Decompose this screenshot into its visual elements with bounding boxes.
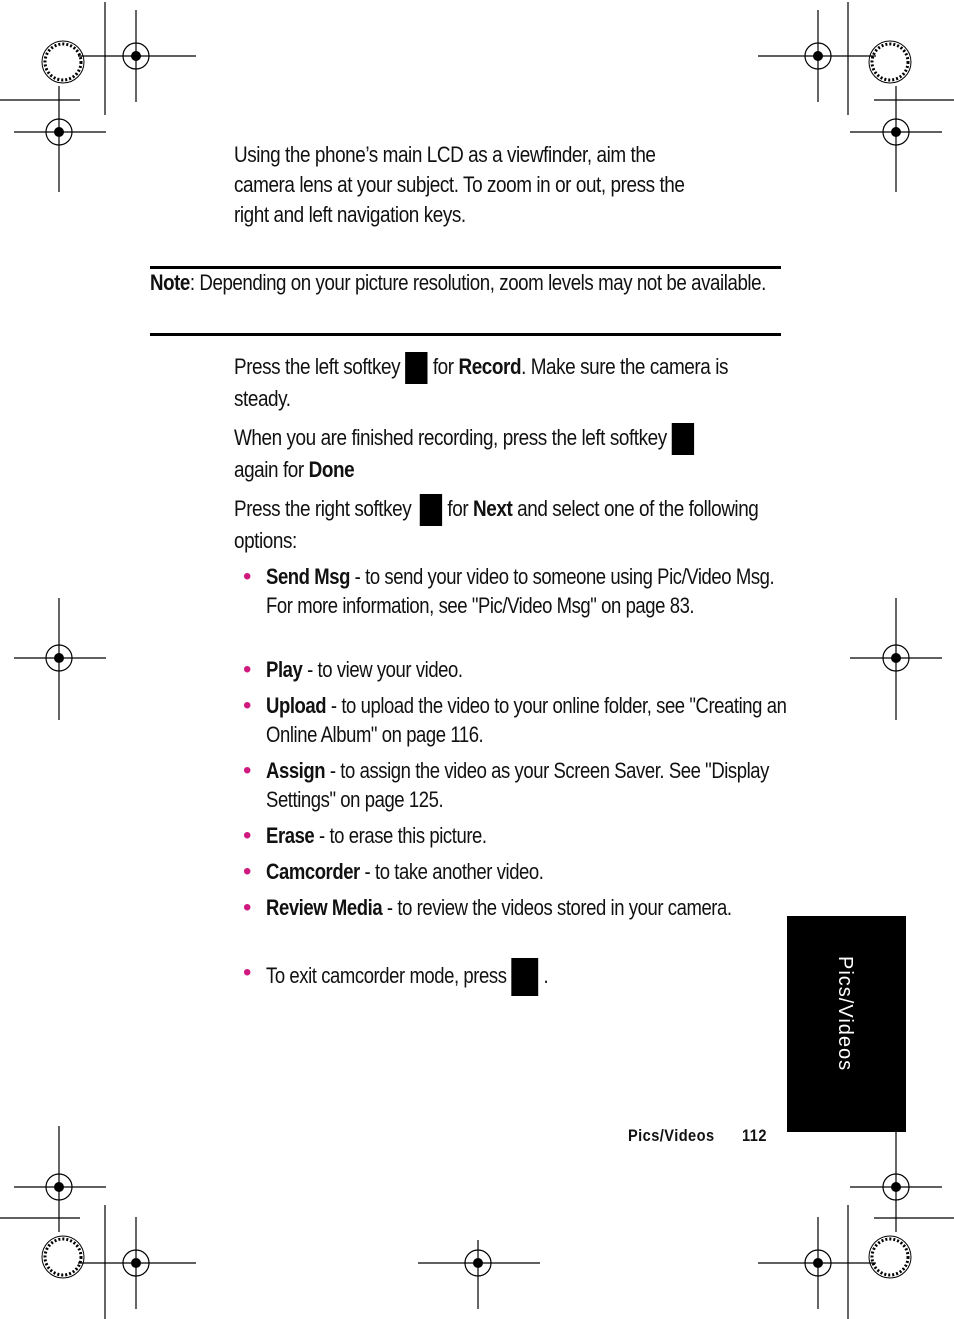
option-text: - to take another video. [359, 859, 544, 884]
step-done-again: again for [234, 457, 304, 483]
left-softkey-icon [672, 423, 694, 455]
options-list [240, 562, 880, 998]
step-record-bold: Record [458, 354, 522, 379]
right-softkey-icon [420, 494, 442, 526]
bullet-icon: • [243, 656, 251, 683]
option-text: - to send your video to someone using Pic/Video Msg. For more information, see "Pic/Video Msg" on page 83. [266, 564, 775, 618]
option-label: Erase [266, 823, 315, 848]
list-item [240, 857, 880, 893]
list-item [240, 893, 880, 958]
exit-period: . [543, 962, 549, 988]
list-item [240, 756, 880, 821]
list-item [240, 691, 880, 756]
note-text [150, 271, 779, 295]
bullet-icon: • [243, 692, 251, 719]
note-body: : Depending on your picture resolution, zoom levels may not be available. [189, 270, 766, 295]
bullet-icon: • [243, 822, 251, 849]
step-record-for: for [432, 354, 454, 379]
option-label: Play [266, 657, 303, 682]
note-box [150, 266, 781, 336]
step-record [234, 352, 784, 414]
option-label: Send Msg [266, 564, 350, 589]
exit-text: To exit camcorder mode, press [266, 962, 507, 988]
option-label: Camcorder [266, 859, 360, 884]
left-softkey-icon [405, 352, 427, 384]
option-text: - to view your video. [302, 657, 463, 682]
list-item [240, 655, 880, 691]
step-next-for: for [447, 496, 469, 521]
section-tab [787, 916, 906, 1132]
option-text: - to upload the video to your online folder, see "Creating an Online Album" on page 116. [266, 693, 787, 747]
bullet-icon: • [243, 894, 251, 921]
step-next-bold: Next [473, 496, 513, 521]
option-text: - to erase this picture. [314, 823, 487, 848]
intro-paragraph [234, 140, 767, 230]
step-record-post: . Make sure the camera is steady. [234, 354, 729, 412]
option-text: - to assign the video as your Screen Saver. See "Display Settings" on page 125. [266, 758, 769, 812]
option-label: Upload [266, 693, 327, 718]
intro-line-3: right and left navigation keys. [234, 202, 466, 227]
step-done [234, 423, 784, 485]
option-label: Review Media [266, 895, 383, 920]
step-next-pre: Press the right softkey [234, 496, 412, 521]
list-item-exit [240, 958, 880, 998]
footer-section: Pics/Videos [628, 1126, 715, 1145]
step-next [234, 494, 784, 556]
step-done-pre: When you are finished recording, press the left softkey [234, 425, 667, 450]
step-record-pre: Press the left softkey [234, 354, 401, 379]
option-text: - to review the videos stored in your camera. [382, 895, 732, 920]
bullet-icon: • [243, 959, 251, 986]
intro-line-1: Using the phone’s main LCD as a viewfinder, aim the [234, 142, 656, 167]
section-tab-label: Pics/Videos [834, 956, 856, 1072]
option-label: Assign [266, 758, 326, 783]
end-key-icon [512, 958, 539, 996]
list-item [240, 562, 880, 655]
intro-line-2: camera lens at your subject. To zoom in or out, press the [234, 172, 685, 197]
list-item [240, 821, 880, 857]
bullet-icon: • [243, 757, 251, 784]
note-label: Note [150, 270, 190, 295]
step-next-post: and select one of the following options: [234, 496, 759, 554]
page-number: 112 [742, 1126, 767, 1145]
bullet-icon: • [243, 563, 251, 590]
bullet-icon: • [243, 858, 251, 885]
step-done-bold: Done [308, 457, 355, 483]
